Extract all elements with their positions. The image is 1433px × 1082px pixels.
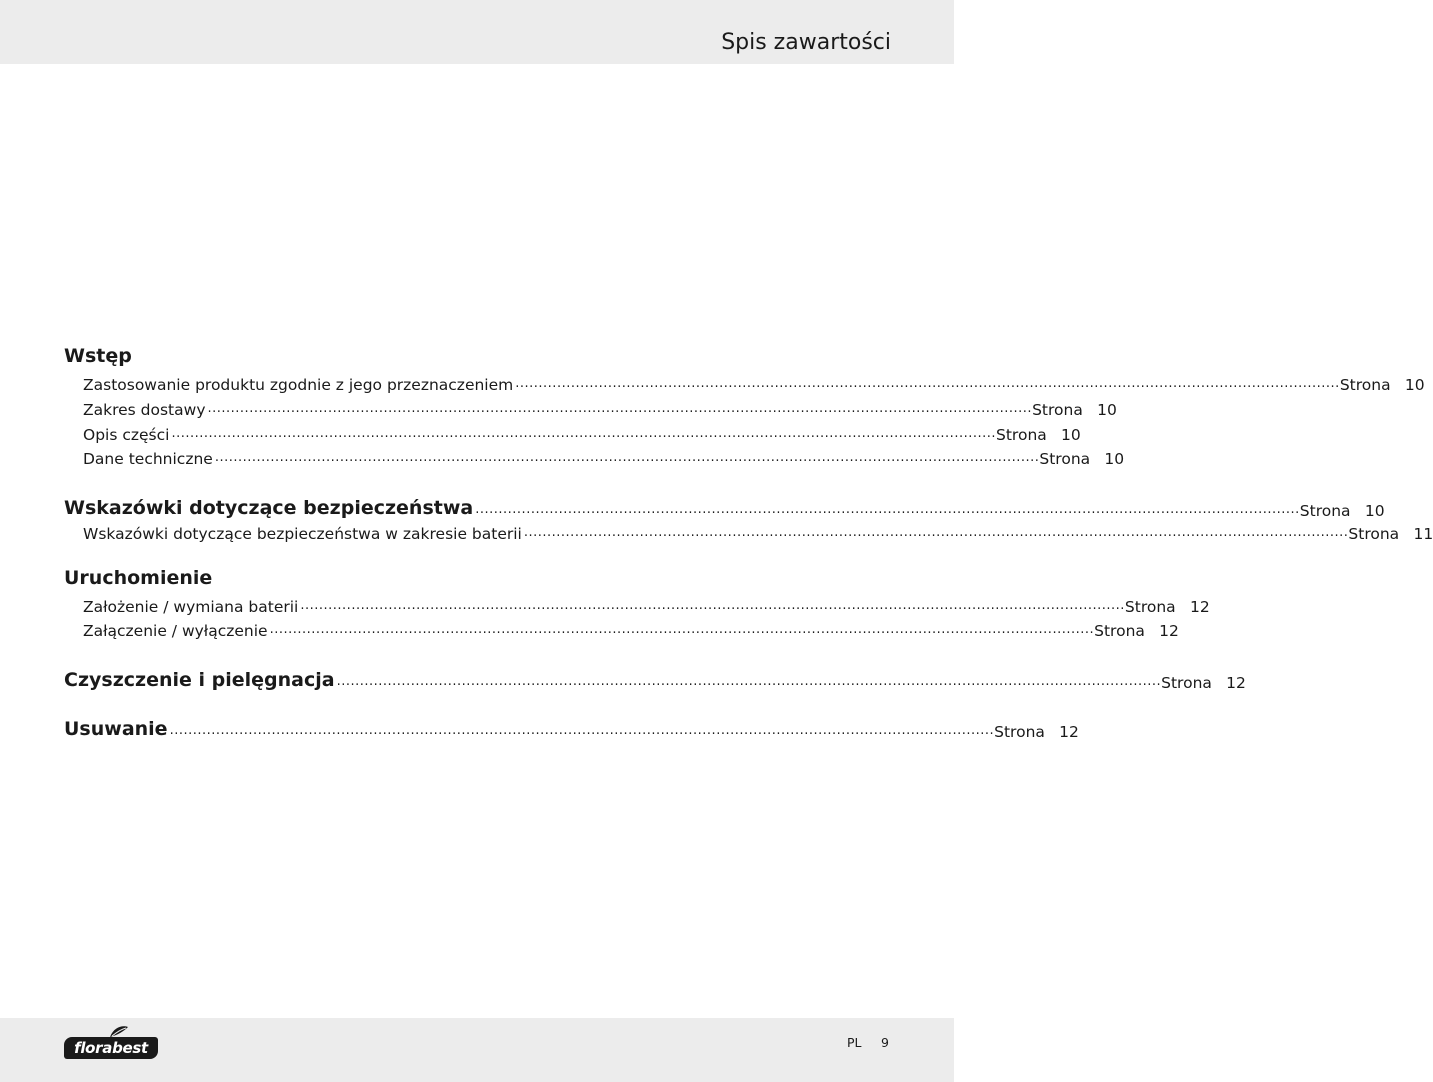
page-word: Strona: [1348, 525, 1400, 543]
toc-entry-label: Założenie / wymiana baterii: [83, 598, 299, 616]
leader-dots: ..................................................................................................................................................................................: [523, 525, 1349, 540]
toc-entry[interactable]: [64, 618, 1179, 640]
leader-dots: ..................................................................................................................................................................................: [300, 598, 1125, 613]
leader-dots: ..................................................................................................................................................................................: [169, 723, 995, 738]
page-word: Strona: [994, 723, 1045, 741]
page-number: 12: [1059, 723, 1079, 741]
toc-heading-cleaning: Czyszczenie i pielęgnacja: [64, 669, 335, 691]
page-number: 10: [1404, 376, 1425, 394]
page-word: Strona: [1032, 401, 1083, 419]
page-word: Strona: [1094, 622, 1145, 640]
page-number: 10: [1104, 450, 1125, 468]
page-word: Strona: [1339, 376, 1391, 394]
page-number-footer: 9: [881, 1035, 889, 1050]
page-number: 12: [1159, 622, 1179, 640]
toc-entry-label: Opis części: [83, 426, 170, 444]
page-number: 10: [1097, 401, 1117, 419]
page-number: 12: [1226, 674, 1246, 692]
toc-heading-entry[interactable]: [64, 715, 1079, 741]
leader-dots: ..................................................................................................................................................................................: [171, 426, 997, 441]
page-word: Strona: [1124, 598, 1176, 616]
page-word: Strona: [996, 426, 1047, 444]
leader-dots: ..................................................................................................................................................................................: [515, 376, 1340, 391]
toc-heading-safety: Wskazówki dotyczące bezpieczeństwa: [64, 497, 474, 519]
toc-entry[interactable]: [64, 446, 1125, 468]
toc-heading-wstep: Wstęp: [64, 345, 132, 367]
toc-entry-label: Załączenie / wyłączenie: [83, 622, 268, 640]
leader-dots: ..................................................................................................................................................................................: [214, 450, 1040, 465]
page-number: 10: [1364, 502, 1385, 520]
toc-entry[interactable]: [64, 594, 1210, 616]
leader-dots: ..................................................................................................................................................................................: [475, 502, 1300, 517]
leader-dots: ..................................................................................................................................................................................: [336, 674, 1162, 689]
page-word: Strona: [1039, 450, 1091, 468]
page-title: Spis zawartości: [721, 30, 891, 55]
page-footer: [0, 1018, 954, 1082]
brand-logo: [64, 1033, 160, 1063]
language-code: PL: [847, 1035, 862, 1050]
toc-entry[interactable]: [64, 397, 1117, 419]
logo-wordmark: florabest: [64, 1037, 158, 1059]
leader-dots: ..................................................................................................................................................................................: [269, 622, 1095, 637]
toc-entry-label: Zakres dostawy: [83, 401, 206, 419]
page-word: Strona: [1299, 502, 1351, 520]
toc-heading-entry[interactable]: [64, 666, 1246, 692]
toc-heading-disposal: Usuwanie: [64, 718, 168, 740]
page-word: Strona: [1161, 674, 1212, 692]
toc-entry-label: Zastosowanie produktu zgodnie z jego przeznaczeniem: [83, 376, 514, 394]
toc-entry-label: Wskazówki dotyczące bezpieczeństwa w zakresie baterii: [83, 525, 522, 543]
toc-entry[interactable]: [64, 372, 1425, 394]
toc-entry-label: Dane techniczne: [83, 450, 213, 468]
leader-dots: ..................................................................................................................................................................................: [207, 401, 1033, 416]
page-number: 12: [1189, 598, 1210, 616]
toc-heading-startup: Uruchomienie: [64, 567, 213, 589]
toc-entry[interactable]: [64, 521, 1433, 543]
page-number: 10: [1061, 426, 1081, 444]
toc-entry[interactable]: [64, 422, 1081, 444]
page-header: [0, 0, 954, 64]
toc-heading-entry[interactable]: [64, 494, 1385, 520]
page-number: 11: [1413, 525, 1433, 543]
